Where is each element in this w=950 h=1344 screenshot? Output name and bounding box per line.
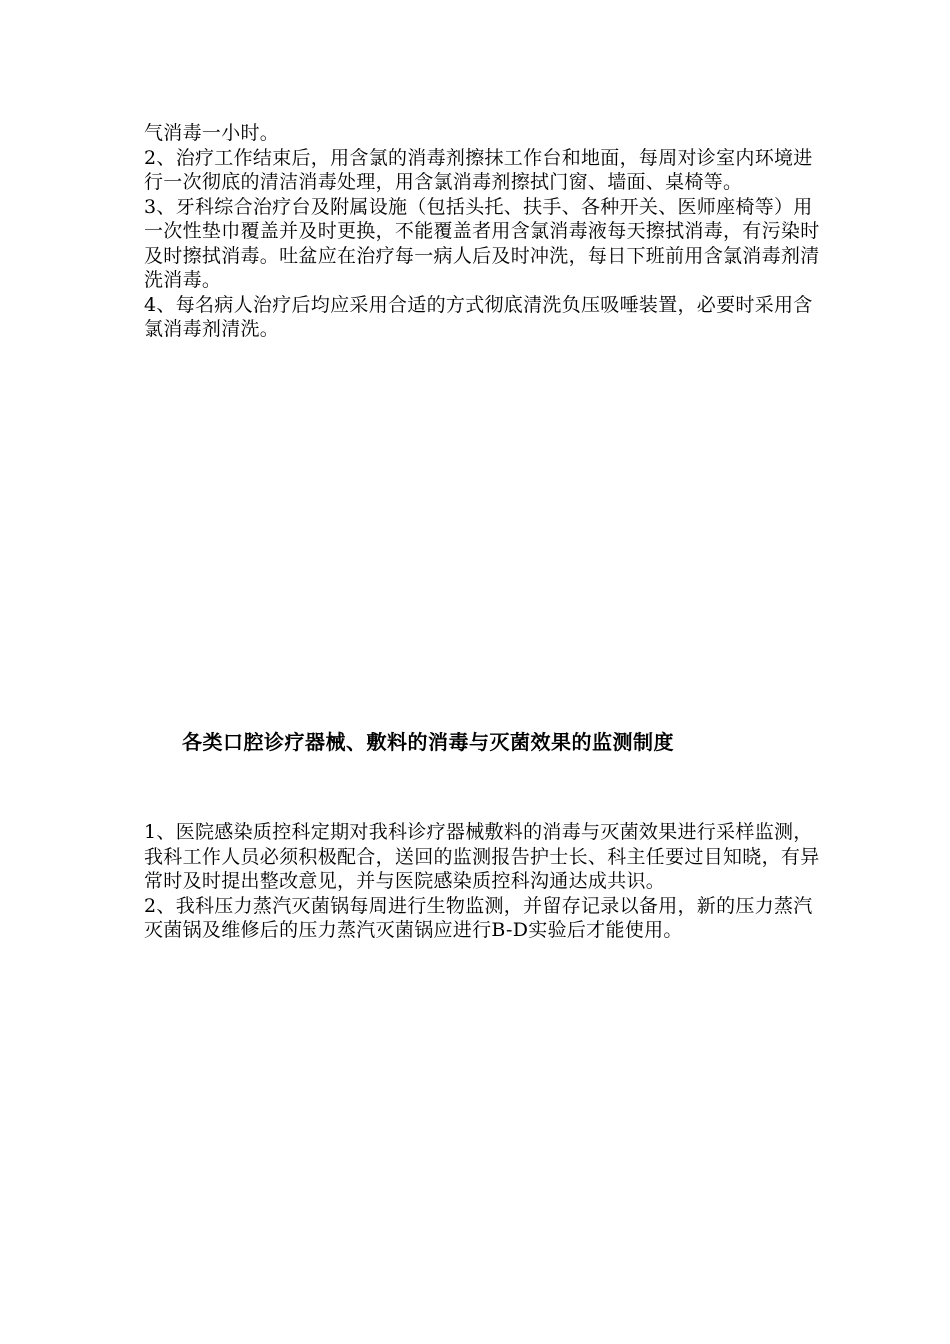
paragraph-item-2: 2、治疗工作结束后，用含氯的消毒剂擦抹工作台和地面，每周对诊室内环境进行一次彻底的清洁消毒处理，用含氯消毒剂擦拭门窗、墙面、桌椅等。 [144,146,813,193]
paragraph-item-4: 4、每名病人治疗后均应采用合适的方式彻底清洗负压吸唾装置，必要时采用含氯消毒剂清洗。 [144,293,813,340]
paragraph-continuation: 气消毒一小时。 [144,122,280,144]
section2-body [144,820,824,943]
section1-body [144,121,824,342]
paragraph-item-3: 3、牙科综合治疗台及附属设施（包括头托、扶手、各种开关、医师座椅等）用一次性垫巾覆盖并及时更换，不能覆盖者用含氯消毒液每天擦拭消毒，有污染时及时擦拭消毒。吐盆应在治疗每一病人后及时冲洗，每日下班前用含氯消毒剂清洗消毒。 [144,195,820,291]
section-title: 各类口腔诊疗器械、敷料的消毒与灭菌效果的监测制度 [182,730,674,754]
paragraph-item-2: 2、我科压力蒸汽灭菌锅每周进行生物监测，并留存记录以备用，新的压力蒸汽灭菌锅及维修后的压力蒸汽灭菌锅应进行B-D实验后才能使用。 [144,894,813,941]
paragraph-item-1: 1、医院感染质控科定期对我科诊疗器械敷料的消毒与灭菌效果进行采样监测，我科工作人员必须积极配合，送回的监测报告护士长、科主任要过目知晓，有异常时及时提出整改意见，并与医院感染质控科沟通达成共识。 [144,821,820,892]
